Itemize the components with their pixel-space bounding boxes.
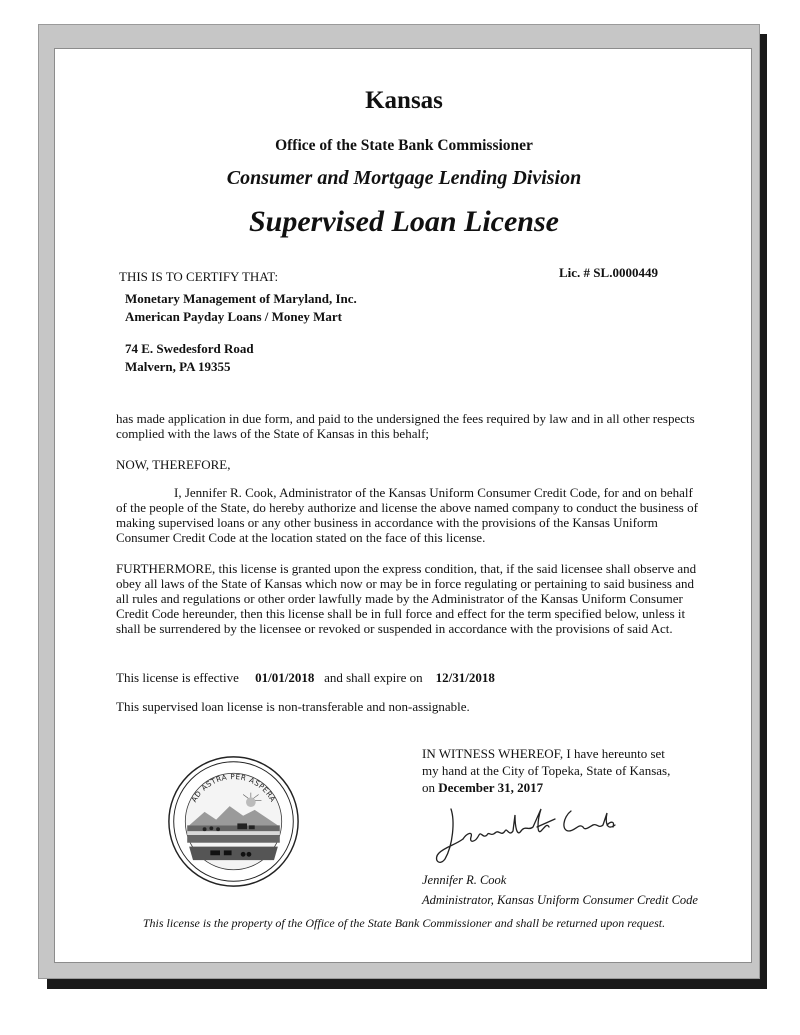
witness-line1: IN WITNESS WHEREOF, I have hereunto set: [422, 746, 665, 761]
licensee-address-line2: Malvern, PA 19355: [125, 359, 231, 374]
office-heading: Office of the State Bank Commissioner: [275, 137, 533, 154]
authorization-paragraph: I, Jennifer R. Cook, Administrator of the Kansas Uniform Consumer Credit Code, for and on behalf of the people of the State, do hereby authorize and license the above named company to conduct the business of making supervised loans or any other business in accordance with the provisions of the Kansas Uniform Consumer Credit Code at the location stated on the face of this license.: [116, 485, 698, 545]
witness-date: December 31, 2017: [438, 780, 544, 795]
licensee-dba: American Payday Loans / Money Mart: [125, 309, 343, 324]
term-line: [116, 670, 495, 686]
administrator-signature: [429, 787, 619, 869]
nontransferable-note: This supervised loan license is non-transferable and non-assignable.: [116, 699, 470, 714]
state-heading: Kansas: [365, 87, 443, 114]
signer-name: Jennifer R. Cook: [422, 873, 507, 887]
witness-on-label: on: [422, 780, 435, 795]
seal-motto: AD ASTRA PER ASPERA: [189, 772, 278, 804]
license-page: [54, 48, 752, 963]
effective-label: This license is effective: [116, 670, 239, 685]
effective-date: 01/01/2018: [255, 670, 315, 685]
now-therefore: NOW, THEREFORE,: [116, 457, 231, 472]
expire-label: and shall expire on: [324, 670, 423, 685]
signer-title: Administrator, Kansas Uniform Consumer Credit Code: [422, 893, 698, 907]
furthermore-paragraph: FURTHERMORE, this license is granted upon the express condition, that, if the said licensee shall observe and obey all laws of the State of Kansas which now or may be in force regulating or pertaining to said business and all rules and regulations or other order lawfully made by the Administrator of the Kansas Uniform Consumer Credit Code hereunder, then this license shall be in full force and effect for the term specified below, unless it shall be surrendered by the licensee or revoked or suspended in accordance with the provisions of said Act.: [116, 561, 697, 636]
license-title: Supervised Loan License: [249, 205, 559, 238]
state-seal-icon: [166, 754, 301, 889]
certify-label: THIS IS TO CERTIFY THAT:: [119, 269, 279, 284]
license-number: Lic. # SL.0000449: [559, 265, 658, 280]
application-paragraph: has made application in due form, and paid to the undersigned the fees required by law and in all other respects complied with the laws of the State of Kansas in this behalf;: [116, 411, 695, 441]
expire-date: 12/31/2018: [435, 670, 495, 685]
footer-note: This license is the property of the Office of the State Bank Commissioner and shall be returned upon request.: [142, 916, 666, 930]
witness-line2: my hand at the City of Topeka, State of Kansas,: [422, 763, 671, 778]
division-heading: Consumer and Mortgage Lending Division: [226, 167, 582, 189]
licensee-name: Monetary Management of Maryland, Inc.: [125, 291, 357, 306]
licensee-address-line1: 74 E. Swedesford Road: [125, 341, 254, 356]
